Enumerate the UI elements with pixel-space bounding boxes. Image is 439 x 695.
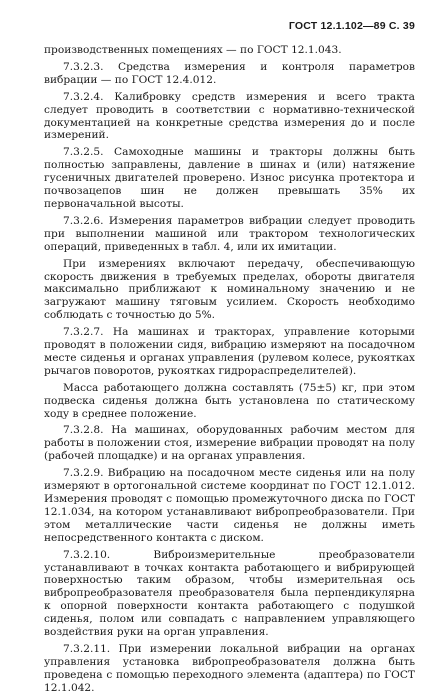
- paragraph-7-3-2-6: 7.3.2.6. Измерения параметров вибрации следует проводить при выполнении машиной или трактором технологических операций, приведенных в табл. 4, или их имитации.: [44, 214, 415, 253]
- paragraph-7-3-2-7: 7.3.2.7. На машинах и тракторах, управление которыми проводят в положении сидя, вибрацию измеряют на посадочном месте сиденья и органах управления (рулевом колесе, рукоятках рычагов поворотов, рукоятках гидрораспределителей).: [44, 326, 415, 377]
- page-number: С. 39: [388, 20, 415, 32]
- paragraph-7-3-2-4: 7.3.2.4. Калибровку средств измерения и всего тракта следует проводить в соответствии с нормативно-технической документацией на конкретные средства измерения до и после измерений.: [44, 90, 415, 142]
- paragraph-measurement-conditions: При измерениях включают передачу, обеспечивающую скорость движения в требуемых пределах, обороты двигателя максимально приближают к номинальному значению и не загружают машину тяговым усилием. Скорость необходимо соблюдать с точностью до 5%.: [44, 257, 415, 322]
- paragraph-7-3-2-8: 7.3.2.8. На машинах, оборудованных рабочим местом для работы в положении стоя, измерение вибрации проводят на полу (рабочей площадке) и на органах управления.: [44, 424, 415, 463]
- paragraph-continuation: производственных помещениях — по ГОСТ 12.1.043.: [44, 44, 342, 56]
- page-header: [44, 18, 415, 34]
- paragraph-7-3-2-11: 7.3.2.11. При измерении локальной вибрации на органах управления установка вибропреобразователя должна быть проведена с помощью переходного элемента (адаптера) по ГОСТ 12.1.042.: [44, 642, 415, 694]
- document-body: [44, 44, 415, 695]
- paragraph-7-3-2-5: 7.3.2.5. Самоходные машины и тракторы должны быть полностью заправлены, давление в шинах и (или) натяжение гусеничных двигателей проверено. Износ рисунка протектора и почвозацепов шин не должен превышать 35% их первоначальной высоты.: [44, 146, 415, 210]
- paragraph-7-3-2-9: 7.3.2.9. Вибрацию на посадочном месте сиденья или на полу измеряют в ортогональной системе координат по ГОСТ 12.1.012. Измерения проводят с помощью промежуточного диска по ГОСТ 12.1.034, на котором устанавливают вибропреобразователи. При этом металлические части сиденья не должны иметь непосредственного контакта с диском.: [44, 467, 415, 544]
- paragraph-7-3-2-10: 7.3.2.10. Виброизмерительные преобразователи устанавливают в точках контакта работающего и вибрирующей поверхностью таким образом, чтобы измерительная ось вибропреобразователя преобразователя была перпендикулярна к опорной поверхности контакта работающего с подушкой сиденья, полом или совпадать с направлением управляющего воздействия руки на орган управления.: [44, 548, 415, 639]
- standard-number: ГОСТ 12.1.102—89: [288, 20, 386, 32]
- paragraph-7-3-2-3: 7.3.2.3. Средства измерения и контроля параметров вибрации — по ГОСТ 12.4.012.: [44, 60, 415, 86]
- paragraph-operator-mass: Масса работающего должна составлять (75±5) кг, при этом подвеска сиденья должна быть установлена по статическому ходу в среднее положение.: [44, 381, 415, 420]
